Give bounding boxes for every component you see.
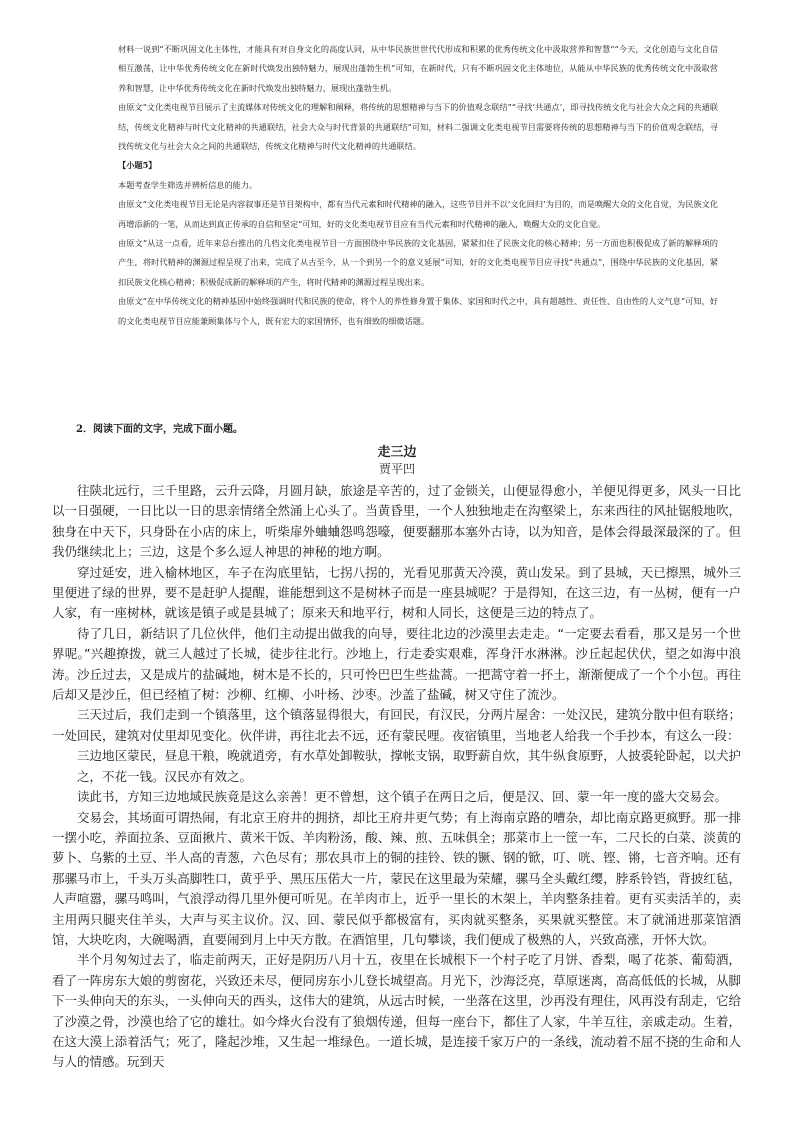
essay-paragraph: 三天过后，我们走到一个镇落里，这个镇落显得很大，有回民，有汉民，分两片屋舍：一处汉民，建筑分散中但有联络；一处回民，建筑对仗里却见变化。伙伴讲，再往北去不远，还有蒙民哩。夜宿镇里，当地老人给我一个手抄本，有这么一段：	[52, 707, 741, 743]
analysis-paragraph: 材料一说到“不断巩固文化主体性，才能具有对自身文化的高度认同，从中华民族世世代代形成和积累的优秀传统文化中汲取营养和智慧”“今天，文化创造与文化自信相互激荡，让中华优秀传统文化在新时代焕发出独特魅力，展现出蓬勃生机”可知，在新时代，只有不断巩固文化主体地位，从能从中华民族的优秀传统文化中汲取营养和智慧，让中华优秀传统文化在新时代焕发出独特魅力，展现出蓬勃生机。	[118, 44, 718, 93]
essay-paragraph: 穿过延安，进入榆林地区，车子在沟底里钻，七拐八拐的，光看见那黄天冷漠，黄山发呆。到了县城，天已擦黑，城外三里便进了绿的世界，要不是赶驴人提醒，谁能想到这不是树林子而是一座县城呢？于是得知，在这三边，有一丛树，便有一户人家，有一座树林，就该是镇子或是县城了；原来天和地平行，树和人同长，这便是三边的特点了。	[52, 564, 741, 621]
essay-title: 走三边	[377, 445, 417, 460]
analysis-paragraph: 本题考查学生筛选并辨析信息的能力。	[118, 179, 258, 190]
essay-body	[52, 481, 741, 1073]
analysis-paragraph: 由原文“在中华传统文化的精神基因中始终强调时代和民族的使命，将个人的养性修身置于集体、家国和时代之中，具有超越性、责任性、自由性的人文气息”可知，好的文化类电视节目应能兼顾集体与个人，既有宏大的家国情怀，也有细致的细微话题。	[118, 296, 718, 326]
analysis-paragraph: 由原文“文化类电视节目展示了主流媒体对传统文化的理解和阐释，将传统的思想精神与当下的价值观念联结”“寻找‘共通点’，即寻找传统文化与社会大众之间的共通联结，传统文化精神与时代文化精神的共通联结，社会大众与时代背景的共通联结”可知，材料二强调文化类电视节目需要将传统的思想精神与当下的价值观念联结，寻找传统文化与社会大众之间的共通联结，传统文化精神与时代文化精神的共通联结。	[118, 102, 718, 152]
essay-paragraph: 待了几日，新结识了几位伙伴，他们主动提出做我的向导，要往北边的沙漠里去走走。“一定要去看看，那又是另一个世界呢。”兴趣撩拨，就三人越过了长城，徒步往北行。沙地上，行走委实艰难，浑身汗水淋淋。沙丘起起伏伏，望之如海中浪涛。沙丘过去，又是成片的盐碱地，树木是不长的，只可怜巴巴生些盐蒿。一把蒿守着一抔土，渐渐便成了一个个小包。再往后却又是沙丘，但已经植了树：沙柳、红柳、小叶杨、沙枣。沙盖了盐碱，树又守住了流沙。	[52, 625, 741, 703]
essay-paragraph: 交易会，其场面可谓热闹，有北京王府井的拥挤，却比王府井更气势；有上海南京路的嘈杂，却比南京路更疯野。那一排一摆小吃，养面拉条、豆面揪片、黄米干饭、羊肉粉汤，酸、辣、煎、五味俱全；那菜市上一筐一车，二尺长的白菜、淡黄的萝卜、乌紫的土豆、半人高的青葱，六色尽有；那农具市上的铜的挂铃、铁的镢、钢的锨，叮、咣、铿、锵，七音齐响。还有那骡马市上，千头万头高脚牲口，黄乎乎、黑压压偌大一片，蒙民在这里最为荣耀，骡马全头戴红缨，脖系铃铛，背披红毡，人声喧嚣，骡马鸣叫，气浪浮动得几里外便可听见。在羊肉市上，近乎一里长的木架上，羊肉整条挂着。更有买卖活羊的，卖主用两只腿夹住羊头，大声与买主议价。汉、回、蒙民似乎都极富有，买肉就买整条，买果就买整筐。末了就涌进那菜馆酒馆，大块吃肉，大碗喝酒，直要闹到月上中天方散。在酒馆里，几句攀谈，我们便成了极熟的人，兴致高涨，开怀大饮。	[52, 809, 741, 947]
essay-paragraph: 往陕北远行，三千里路，云升云降，月圆月缺，旅途是辛苦的，过了金锁关，山便显得愈小，羊便见得更多，风头一日比以一日强硬，一日比以一日的思亲情绪全然涌上心头了。当黄昏里，一个人独独地走在沟壑梁上，东来西往的风扯锯般地吹，独身在中天下，只身卧在小店的床上，听柴扉外蛐蛐怨鸣怨嚎，便要翻那本塞外古诗，以为知音，是体会得最深最深的了。但我仍继续北上；三边，这是个多么逗人神思的神秘的地方啊。	[52, 483, 741, 560]
essay-author: 贾平凹	[378, 462, 415, 476]
essay-paragraph: 半个月匆匆过去了，临走前两天，正好是阴历八月十五，夜里在长城根下一个村子吃了月饼、香梨，喝了花茶、葡萄酒，看了一阵房东大娘的剪窗花，兴致还未尽，便同房东小儿登长城望高。月光下，沙海泛亮，草原迷离，高高低低的长城，从脚下一头伸向天的东头，一头伸向天的西头，这伟大的建筑，从远古时候，一坐落在这里，沙再没有理住，风再没有刮走，它给了沙漠之骨，沙漠也给了它的雄壮。如今烽火台没有了狼烟传递，但每一座台下，都住了人家，牛羊互往，亲戚走动。生着，在这大漠上添着活气；死了，隆起沙堆，又生起一堆绿色。一道长城，是连接千家万户的一条线，流动着不屈不挠的生命和人与人的情感。玩到天	[52, 952, 741, 1070]
essay-paragraph: 读此书，方知三边地域民族竟是这么亲善！更不曾想，这个镇子在两日之后，便是汉、回、蒙一年一度的盛大交易会。	[77, 789, 728, 805]
question-prompt: 2．阅读下面的文字，完成下面小题。	[76, 424, 243, 435]
answer-analysis	[118, 40, 718, 331]
analysis-paragraph: 由原文“从这一点看，近年来总台推出的几档文化类电视节目一方面围绕中华民族的文化基因，紧紧扣住了民族文化的核心精神；另一方面也积极促成了新的解释项的产生，将时代精神的渊源过程呈现了出来，完成了从古至今，从一个到另一个的意义延展”可知，好的文化类电视节目应寻找“共通点”，围绕中华民族的文化基因，紧扣民族文化核心精神；积极促成新的解释项的产生，将时代精神的渊源过程呈现出来。	[118, 238, 718, 287]
analysis-paragraph: 由原文“文化类电视节目无论是内容叙事还是节目架构中，都有当代元素和时代精神的融入，这些节目并不以‘文化回归’为目的，而是唤醒大众的文化自觉，为民族文化再增添新的一笔，从而达到真正传承的自信和坚定”可知，好的文化类电视节目应有当代元素和时代精神的融入，唤醒大众的文化自觉。	[118, 199, 718, 229]
sub-question-tag: 【小题5】	[118, 160, 157, 171]
essay-quote: 三边地区蒙民，昼息干粮，晚就逍旁，有水草处卸鞍驮，撑帐支锅，取野薪自炊，其牛纵食原野，人披裘轮卧起，以犬护之，不花一钱。汉民亦有效之。	[77, 748, 741, 784]
